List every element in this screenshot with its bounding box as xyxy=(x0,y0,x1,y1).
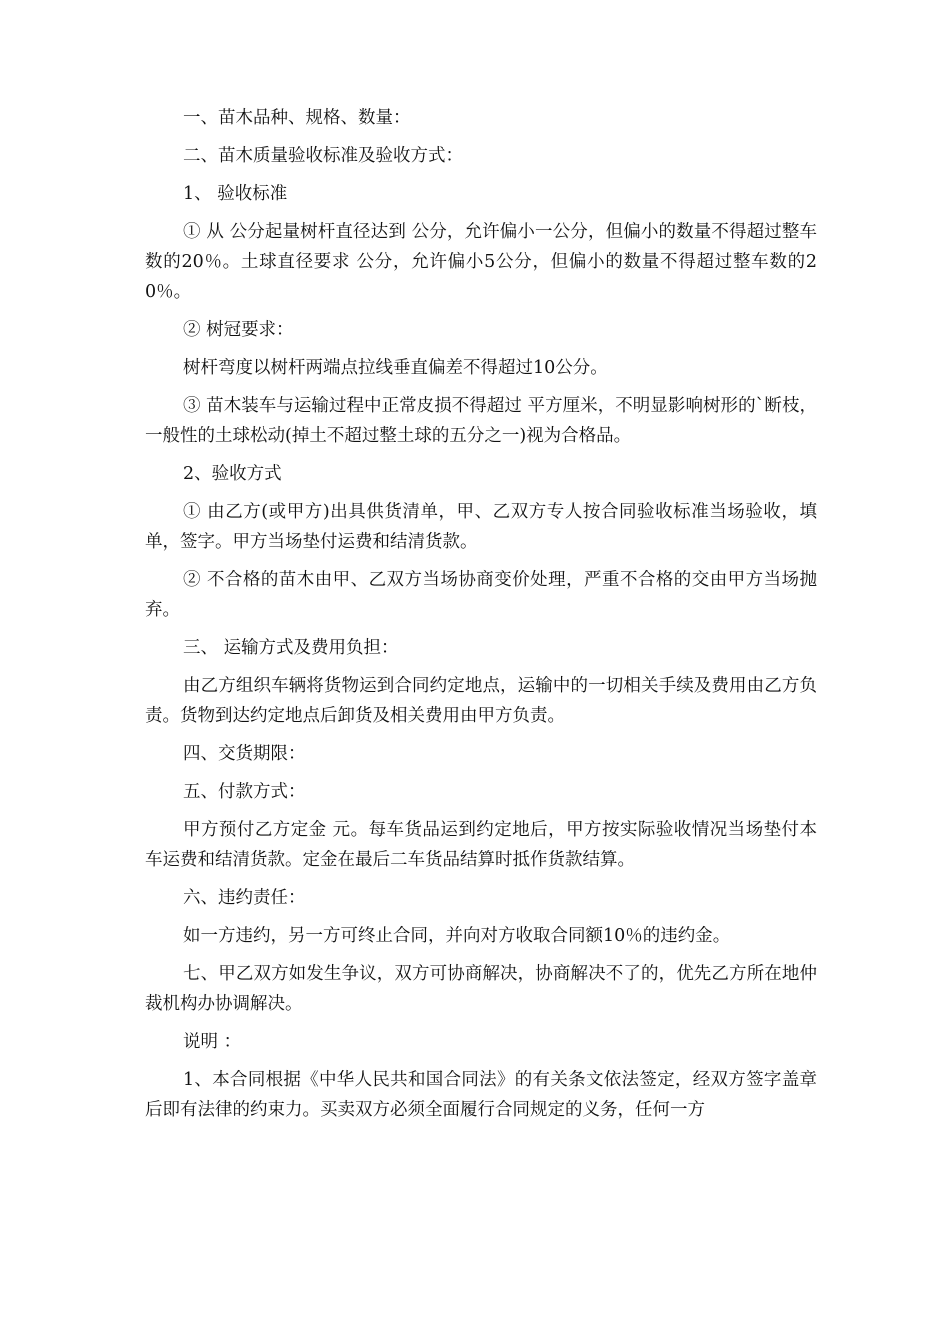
subsection-heading-standard: 1、 验收标准 xyxy=(183,184,288,204)
paragraph-transport-damage: ③ 苗木装车与运输过程中正常皮损不得超过 平方厘米，不明显影响树形的`断枝，一般性的土球松动(掉土不超过整土球的五分之一)视为合格品。 xyxy=(145,396,817,446)
paragraph-deposit: 甲方预付乙方定金 元。每车货品运到约定地后，甲方按实际验收情况当场垫付本车运费和结清货款。定金在最后二车货品结算时抵作货款结算。 xyxy=(145,820,817,870)
paragraph-trunk-curvature: 树杆弯度以树杆两端点拉线垂直偏差不得超过10公分。 xyxy=(183,358,608,378)
subsection-heading-method: 2、验收方式 xyxy=(183,464,282,484)
paragraph-legal-basis: 1、本合同根据《中华人民共和国合同法》的有关条文依法签定，经双方签字盖章后即有法律的约束力。买卖双方必须全面履行合同规定的义务，任何一方 xyxy=(145,1070,817,1120)
section-heading-quality: 二、苗木质量验收标准及验收方式： xyxy=(183,146,463,166)
paragraph-supply-list: ① 由乙方(或甲方)出具供货清单，甲、乙双方专人按合同验收标准当场验收，填单，签字。甲方当场垫付运费和结清货款。 xyxy=(145,502,817,552)
section-heading-payment: 五、付款方式： xyxy=(183,782,306,802)
section-heading-transport: 三、 运输方式及费用负担： xyxy=(183,638,399,658)
document-body xyxy=(145,103,817,1133)
paragraph-dispute: 七、甲乙双方如发生争议，双方可协商解决，协商解决不了的，优先乙方所在地仲裁机构办协调解决。 xyxy=(145,964,817,1014)
paragraph-crown-heading: ② 树冠要求： xyxy=(183,320,294,340)
paragraph-penalty: 如一方违约，另一方可终止合同，并向对方收取合同额10％的违约金。 xyxy=(183,926,731,946)
section-heading-breach: 六、违约责任： xyxy=(183,888,306,908)
paragraph-trunk-diameter: ① 从 公分起量树杆直径达到 公分，允许偏小一公分，但偏小的数量不得超过整车数的20％。土球直径要求 公分，允许偏小5公分，但偏小的数量不得超过整车数的20％。 xyxy=(145,222,817,302)
section-heading-varieties: 一、苗木品种、规格、数量： xyxy=(183,108,411,128)
section-heading-notes: 说明 ： xyxy=(183,1032,242,1052)
section-heading-delivery: 四、交货期限： xyxy=(183,744,306,764)
paragraph-transport-cost: 由乙方组织车辆将货物运到合同约定地点，运输中的一切相关手续及费用由乙方负责。货物到达约定地点后卸货及相关费用由甲方负责。 xyxy=(145,676,817,726)
paragraph-unqualified: ② 不合格的苗木由甲、乙双方当场协商变价处理，严重不合格的交由甲方当场抛弃。 xyxy=(145,570,817,620)
